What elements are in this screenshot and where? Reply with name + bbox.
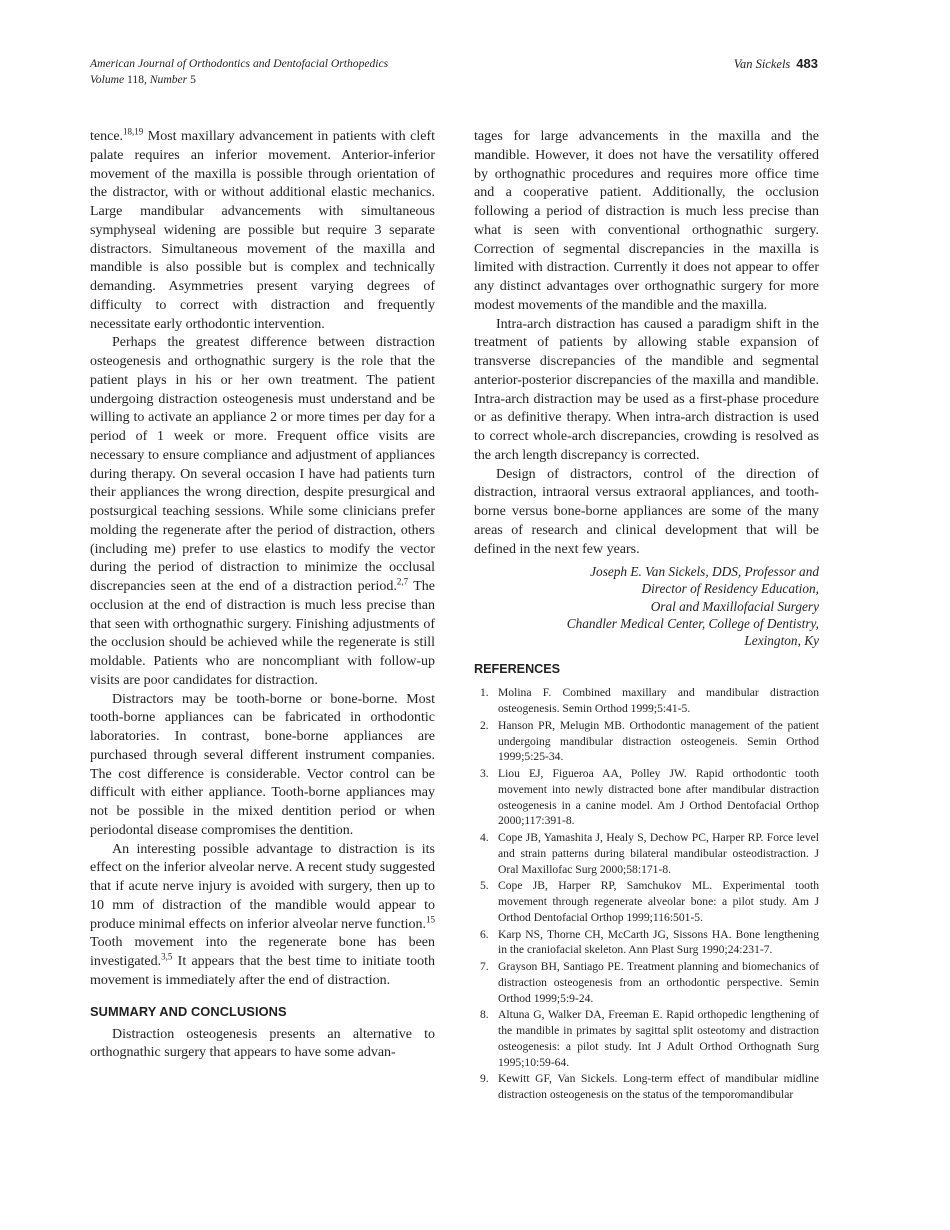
journal-info <box>90 56 820 88</box>
citation: 15 <box>426 913 435 924</box>
author-signature <box>474 563 819 649</box>
paragraph: Distractors may be tooth-borne or bone-borne. Most tooth-borne appliances can be fabricated in orthodontic laboratories. In contrast, bone-borne appliances are purchased through several different instrument companies. The cost difference is considerable. Vector control can be difficult with either appliance. Tooth-borne appliances may not be possible in the mixed dentition period or when periodontal disease compromises the dentition. <box>90 691 435 838</box>
reference-text: Kewitt GF, Van Sickels. Long-term effect of mandibular midline distraction osteogenesis on the status of the temporomandibular <box>498 1072 819 1102</box>
volume-number: 118 <box>127 73 145 86</box>
reference-item <box>474 830 819 877</box>
text-span: It appears that the best time to initiate tooth movement is immediately after the end of distraction. <box>90 954 435 988</box>
signature-line: Lexington, Ky <box>744 633 819 649</box>
journal-volume: Volume 118, Number 5 <box>90 73 196 86</box>
reference-number: 3. <box>480 767 489 781</box>
text-span: An interesting possible advantage to distraction is its effect on the inferior alveolar nerve. A recent study suggested that if acute nerve injury is avoided with surgery, then up to 10 mm of distraction of the mandible would appear to produce minimal effects on inferior alveolar nerve function. <box>90 841 435 932</box>
reference-item <box>474 927 819 959</box>
reference-number: 9. <box>480 1072 489 1086</box>
number-label: Number <box>149 73 188 86</box>
paragraph: Intra-arch distraction has caused a paradigm shift in the treatment of patients by allowing stable expansion of transverse discrepancies of the mandible and segmental anterior-posterior discrepancies of the maxilla and mandible. Intra-arch distraction may be used as a first-phase procedure or as definitive therapy. When intra-arch distraction is used to correct whole-arch discrepancies, crowding is resolved as the arch length discrepancy is corrected. <box>474 316 819 463</box>
reference-number: 6. <box>480 927 489 941</box>
running-header <box>90 56 820 92</box>
reference-text: Molina F. Combined maxillary and mandibular distraction osteogenesis. Semin Orthod 1999;5:41-5. <box>498 686 819 716</box>
text-span: tence. <box>90 129 124 144</box>
signature-line: Director of Residency Education, <box>641 581 819 597</box>
paragraph: Distraction osteogenesis presents an alternative to orthognathic surgery that appears to have some advan- <box>90 1026 435 1061</box>
text-span: Tooth movement into the regenerate bone has been investigated. <box>90 935 435 969</box>
reference-item <box>474 878 819 925</box>
text-span: Most maxillary advancement in patients with cleft palate requires an inferior movement. Anterior-inferior movement of the maxilla is possible through orientation of the distractor, with or without additional elastic mechanics. Large mandibular advancements with simultaneous symphyseal widening are possible but require 3 separate distractors. Simultaneous movement of the maxilla and mandible is also possible but is complex and technically demanding. Asymmetries present varying degrees of difficulty to correct with distraction and frequently necessitate early orthodontic intervention. <box>90 129 435 332</box>
reference-item <box>474 718 819 765</box>
volume-label: Volume <box>90 73 125 86</box>
citation: 2,7 <box>396 576 409 587</box>
reference-list <box>474 685 819 1103</box>
reference-item <box>474 766 819 829</box>
paragraph <box>90 128 435 334</box>
reference-number: 5. <box>480 879 489 893</box>
reference-item <box>474 1071 819 1103</box>
paragraph <box>90 334 435 690</box>
journal-title: American Journal of Orthodontics and Dentofacial Orthopedics <box>90 57 389 70</box>
author-page <box>734 56 818 72</box>
reference-text: Cope JB, Yamashita J, Healy S, Dechow PC, Harper RP. Force level and strain patterns during bilateral mandibular osteodistraction. J Oral Maxillofac Surg 2000;58:171-8. <box>498 831 819 876</box>
reference-text: Grayson BH, Santiago PE. Treatment planning and biomechanics of distraction osteogenesis from an orthodontic perspective. Semin Orthod 1999;5:9-24. <box>498 960 819 1005</box>
text-span: The occlusion at the end of distraction is much less precise than that seen with orthognathic surgery. Finishing adjustments of the occlusion should be achieved while the regenerate is still moldable. Patients who are noncompliant with follow-up visits are poor candidates for distraction. <box>90 579 435 688</box>
paragraph: tages for large advancements in the maxilla and the mandible. However, it does not have the versatility offered by orthognathic procedures and requires more office time and a cooperative patient. Additionally, the occlusion following a period of distraction is much less precise than what is seen with conventional orthognathic surgery. Correction of segmental discrepancies in the maxilla is limited with distraction. Currently it does not appear to offer any distinct advantages over orthognathic surgery for more modest movements of the mandible and the maxilla. <box>474 129 819 313</box>
references-heading: REFERENCES <box>474 662 561 677</box>
reference-text: Cope JB, Harper RP, Samchukov ML. Experimental tooth movement through regenerate alveolar bone: a pilot study. Am J Orthod Dentofacial Orthop 1999;116:501-5. <box>498 879 819 924</box>
page-number: 483 <box>796 56 818 71</box>
section-heading: SUMMARY AND CONCLUSIONS <box>90 1003 287 1019</box>
running-author: Van Sickels <box>733 57 791 71</box>
reference-item <box>474 959 819 1006</box>
reference-item <box>474 685 819 717</box>
reference-number: 1. <box>480 686 489 700</box>
reference-number: 8. <box>480 1008 489 1022</box>
text-span: Perhaps the greatest difference between distraction osteogenesis and orthognathic surgery is the role that the patient plays in his or her own treatment. The patient undergoing distraction osteogenesis must understand and be willing to activate an appliance 2 or more times per day for a period of 1 week or more. Frequent office visits are necessary to ensure compliance and adjustment of appliances during therapy. On several occasion I have had patients turn their appliances the wrong direction, despite presurgical and postsurgical teaching sessions. While some clinicians prefer molding the regenerate after the period of distraction, others (including me) prefer to use elastics to modify the vector during the period of distraction to minimize the occlusal discrepancies seen at the end of a distraction period. <box>90 335 435 594</box>
reference-text: Altuna G, Walker DA, Freeman E. Rapid orthopedic lengthening of the mandible in primates by sagittal split osteotomy and distraction osteogenesis: a pilot study. Int J Adult Orthod Orthognath Surg 1995;10:59-64. <box>498 1008 819 1069</box>
reference-number: 7. <box>480 960 489 974</box>
signature-line: Chandler Medical Center, College of Dentistry, <box>566 615 819 631</box>
reference-text: Karp NS, Thorne CH, McCarth JG, Sissons HA. Bone lengthening in the craniofacial skeleton. Ann Plast Surg 1990;24:231-7. <box>498 927 819 957</box>
reference-item <box>474 1007 819 1070</box>
reference-number: 2. <box>480 718 489 732</box>
paragraph <box>90 841 435 991</box>
citation: 18,19 <box>123 126 144 137</box>
signature-line: Oral and Maxillofacial Surgery <box>650 598 819 614</box>
issue-number: 5 <box>190 73 196 86</box>
reference-text: Hanson PR, Melugin MB. Orthodontic management of the patient undergoing mandibular distraction osteogeneis. Semin Orthod 1999;5:25-34. <box>498 718 819 764</box>
paragraph: Design of distractors, control of the direction of distraction, intraoral versus extraoral appliances, and tooth-borne versus bone-borne appliances are some of the many areas of research and clinical development that will be defined in the next few years. <box>474 466 819 557</box>
citation: 3,5 <box>161 951 173 962</box>
reference-text: Liou EJ, Figueroa AA, Polley JW. Rapid orthodontic tooth movement into newly distracted bone after mandibular distraction osteogenesis in a canine model. Am J Orthod Dentofacial Orthop 2000;117:391-8. <box>498 767 819 828</box>
right-column <box>474 128 819 1104</box>
reference-number: 4. <box>480 831 489 845</box>
left-column <box>90 128 435 1063</box>
signature-line: Joseph E. Van Sickels, DDS, Professor and <box>590 564 819 580</box>
